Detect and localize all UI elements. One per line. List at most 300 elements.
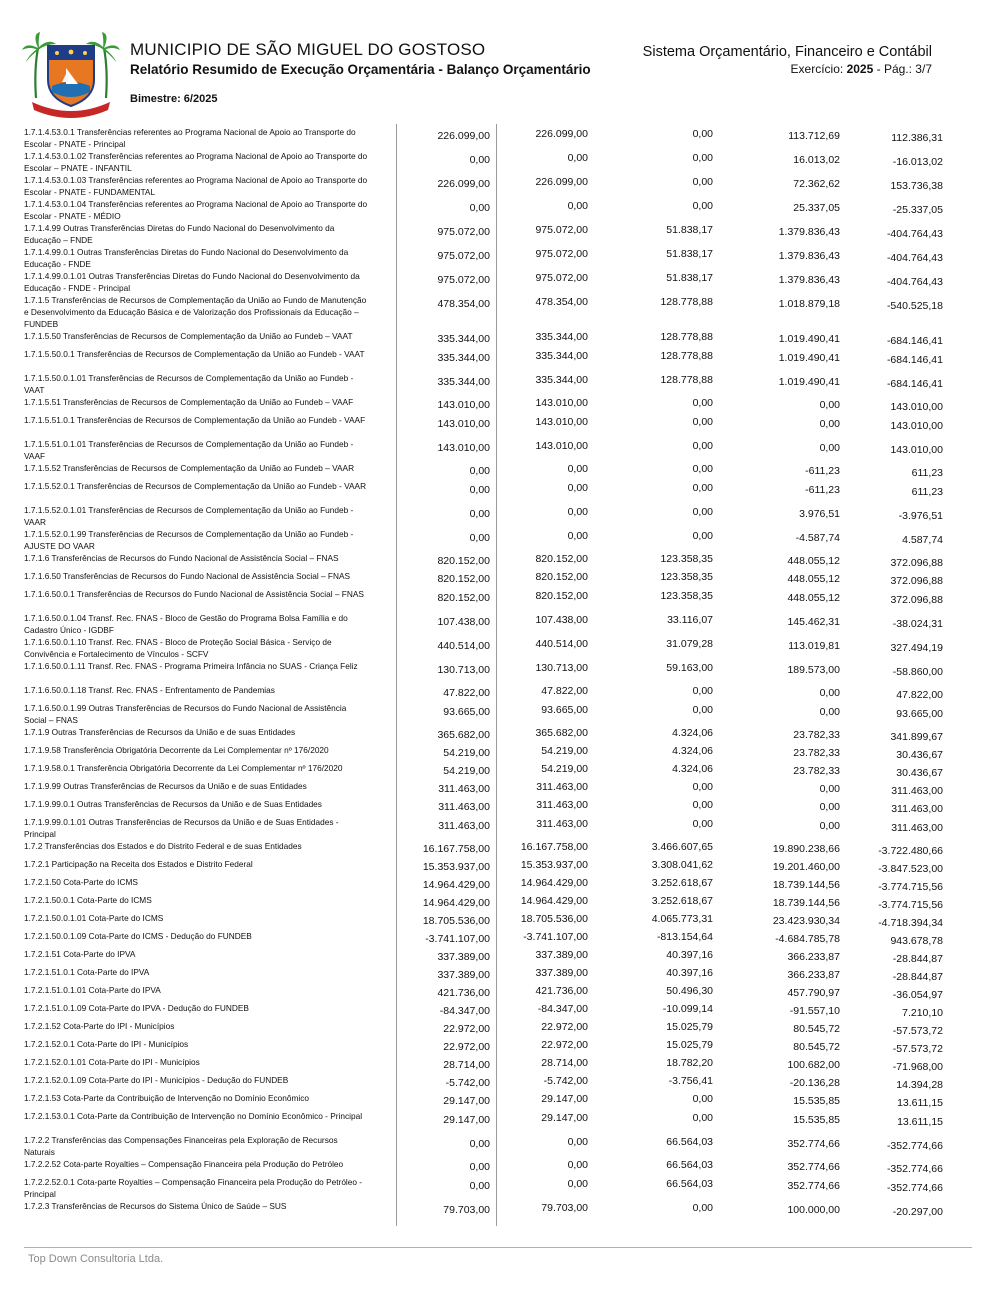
- bimester-revenue-value: 0,00: [692, 685, 713, 697]
- row-description: 1.7.2.1.50.0.1.01 Cota-Parte do ICMS: [24, 913, 164, 923]
- updated-forecast-value: 22.972,00: [541, 1039, 588, 1051]
- updated-forecast-value: 0,00: [567, 152, 588, 164]
- updated-forecast-value: 335.344,00: [535, 350, 588, 362]
- initial-forecast-value: 0,00: [469, 1161, 490, 1173]
- row-description: 1.7.1.5.52 Transferências de Recursos de Complementação da União ao Fundeb – VAAR: [24, 463, 355, 473]
- row-description: 1.7.2.1.51 Cota-Parte do IPVA: [24, 949, 136, 959]
- balance-value: -404.764,43: [886, 228, 943, 240]
- initial-forecast-value: 47.822,00: [443, 687, 490, 699]
- balance-value: 143.010,00: [890, 420, 943, 432]
- initial-forecast-value: 107.438,00: [437, 616, 490, 628]
- updated-forecast-value: 440.514,00: [535, 638, 588, 650]
- cumulative-revenue-value: 113.712,69: [788, 130, 840, 142]
- updated-forecast-value: 0,00: [567, 1159, 588, 1171]
- bimester-revenue-value: 66.564,03: [666, 1159, 713, 1171]
- table-row: [24, 796, 954, 814]
- cumulative-revenue-value: 18.739.144,56: [772, 879, 840, 891]
- row-description: 1.7.1.4.53.0.1.03 Transferências referentes ao Programa Nacional de Apoio ao Transporte do Escolar - PNATE - FUNDAMENTAL: [24, 175, 368, 197]
- updated-forecast-value: 0,00: [567, 200, 588, 212]
- balance-value: -3.847.523,00: [878, 863, 943, 875]
- table-row: [24, 370, 954, 394]
- cumulative-revenue-value: 457.790,97: [787, 987, 840, 999]
- updated-forecast-value: 54.219,00: [541, 763, 588, 775]
- row-description: 1.7.1.6 Transferências de Recursos do Fundo Nacional de Assistência Social – FNAS: [24, 553, 339, 563]
- bimester-revenue-value: 128.778,88: [660, 296, 713, 308]
- row-description: 1.7.2 Transferências dos Estados e do Distrito Federal e de suas Entidades: [24, 841, 302, 851]
- initial-forecast-value: 14.964.429,00: [422, 879, 490, 891]
- bimester-revenue-value: 3.252.618,67: [651, 895, 713, 907]
- row-description: 1.7.2.1.52.0.1.09 Cota-Parte do IPI - Municípios - Dedução do FUNDEB: [24, 1075, 289, 1085]
- cumulative-revenue-value: 18.739.144,56: [772, 897, 840, 909]
- balance-value: 372.096,88: [890, 575, 943, 587]
- cumulative-revenue-value: 145.462,31: [787, 616, 840, 628]
- initial-forecast-value: 0,00: [469, 1138, 490, 1150]
- updated-forecast-value: 226.099,00: [535, 176, 588, 188]
- table-row: [24, 634, 954, 658]
- exercise-and-page: [791, 62, 932, 76]
- balance-value: 47.822,00: [896, 689, 943, 701]
- cumulative-revenue-value: 80.545,72: [793, 1023, 840, 1035]
- cumulative-revenue-value: 1.019.490,41: [778, 352, 840, 364]
- page-indicator: - Pág.: 3/7: [876, 62, 932, 76]
- initial-forecast-value: 335.344,00: [437, 376, 490, 388]
- bimester-revenue-value: 0,00: [692, 1202, 713, 1214]
- table-row: [24, 1198, 954, 1226]
- initial-forecast-value: 335.344,00: [437, 352, 490, 364]
- bimester-revenue-value: 4.324,06: [672, 727, 713, 739]
- row-description: 1.7.1.6.50.0.1.11 Transf. Rec. FNAS - Programa Primeira Infância no SUAS - Criança Feliz: [24, 661, 358, 671]
- bimester-revenue-value: 0,00: [692, 482, 713, 494]
- initial-forecast-value: 311.463,00: [438, 783, 490, 795]
- bimester-revenue-value: 33.116,07: [667, 614, 713, 626]
- bimester-revenue-value: 128.778,88: [660, 331, 713, 343]
- updated-forecast-value: 0,00: [567, 482, 588, 494]
- bimester-revenue-value: 50.496,30: [666, 985, 713, 997]
- bimester-revenue-value: 0,00: [692, 1093, 713, 1105]
- bimester-revenue-value: -3.756,41: [668, 1075, 713, 1087]
- initial-forecast-value: 820.152,00: [437, 555, 490, 567]
- table-row: [24, 700, 954, 724]
- balance-value: 943.678,78: [890, 935, 943, 947]
- table-row: [24, 874, 954, 892]
- row-description: 1.7.2.1.52 Cota-Parte do IPI - Municípios: [24, 1021, 175, 1031]
- updated-forecast-value: 14.964.429,00: [520, 877, 588, 889]
- updated-forecast-value: 29.147,00: [541, 1112, 588, 1124]
- updated-forecast-value: 47.822,00: [541, 685, 588, 697]
- balance-value: -38.024,31: [892, 618, 943, 630]
- table-row: [24, 778, 954, 796]
- balance-value: 14.394,28: [896, 1079, 943, 1091]
- bimester-revenue-value: 51.838,17: [666, 248, 713, 260]
- table-row: [24, 412, 954, 436]
- row-description: 1.7.1.5.52.0.1.01 Transferências de Recursos de Complementação da União ao Fundeb - VAAR: [24, 505, 354, 527]
- row-description: 1.7.2.2 Transferências das Compensações Financeiras pela Exploração de Recursos Naturais: [24, 1135, 338, 1157]
- table-row: [24, 742, 954, 760]
- system-name: Sistema Orçamentário, Financeiro e Contábil: [642, 44, 932, 60]
- initial-forecast-value: 29.147,00: [443, 1095, 490, 1107]
- bimester-revenue-value: -10.099,14: [662, 1003, 713, 1015]
- row-description: 1.7.1.6.50.0.1.04 Transf. Rec. FNAS - Bloco de Gestão do Programa Bolsa Família e do Cadastro Único - IGDBF: [24, 613, 348, 635]
- cumulative-revenue-value: 16.013,02: [793, 154, 840, 166]
- table-row: [24, 1156, 954, 1174]
- row-description: 1.7.1.6.50.0.1.18 Transf. Rec. FNAS - Enfrentamento de Pandemias: [24, 685, 275, 695]
- cumulative-revenue-value: 0,00: [819, 783, 840, 795]
- bimester-revenue-value: 123.358,35: [660, 553, 713, 565]
- balance-value: 13.611,15: [897, 1097, 943, 1109]
- balance-value: 30.436,67: [896, 767, 943, 779]
- row-description: 1.7.1.9.58 Transferência Obrigatória Decorrente da Lei Complementar nº 176/2020: [24, 745, 329, 755]
- table-row: [24, 436, 954, 460]
- cumulative-revenue-value: 1.379.836,43: [778, 250, 840, 262]
- cumulative-revenue-value: 0,00: [819, 687, 840, 699]
- initial-forecast-value: 335.344,00: [437, 333, 490, 345]
- initial-forecast-value: 22.972,00: [443, 1023, 490, 1035]
- bimester-revenue-value: 4.324,06: [672, 763, 713, 775]
- updated-forecast-value: 820.152,00: [535, 553, 588, 565]
- bimester-revenue-value: -813.154,64: [656, 931, 713, 943]
- updated-forecast-value: 130.713,00: [535, 662, 588, 674]
- cumulative-revenue-value: 0,00: [819, 399, 840, 411]
- bimester-revenue-value: 0,00: [692, 152, 713, 164]
- table-row: [24, 292, 954, 328]
- cumulative-revenue-value: 80.545,72: [793, 1041, 840, 1053]
- row-description: 1.7.2.1.53.0.1 Cota-Parte da Contribuição de Intervenção no Domínio Econômico - Principal: [24, 1111, 363, 1121]
- balance-value: 611,23: [911, 486, 943, 498]
- updated-forecast-value: 54.219,00: [541, 745, 588, 757]
- table-row: [24, 244, 954, 268]
- row-description: 1.7.1.9.99.0.1.01 Outras Transferências de Recursos da União e de Suas Entidades - Principal: [24, 817, 339, 839]
- updated-forecast-value: 0,00: [567, 1136, 588, 1148]
- bimester-revenue-value: 0,00: [692, 506, 713, 518]
- row-description: 1.7.1.6.50.0.1.99 Outras Transferências de Recursos do Fundo Nacional de Assistência Social – FNAS: [24, 703, 347, 725]
- bimester-revenue-value: 18.782,20: [666, 1057, 713, 1069]
- table-row: [24, 148, 954, 172]
- bimester-revenue-value: 0,00: [692, 176, 713, 188]
- row-description: 1.7.1.4.53.0.1 Transferências referentes ao Programa Nacional de Apoio ao Transporte do Escolar - PNATE - Principal: [24, 127, 356, 149]
- bimester-revenue-value: 0,00: [692, 128, 713, 140]
- initial-forecast-value: 0,00: [469, 202, 490, 214]
- updated-forecast-value: 820.152,00: [535, 571, 588, 583]
- cumulative-revenue-value: 1.379.836,43: [778, 274, 840, 286]
- initial-forecast-value: 14.964.429,00: [422, 897, 490, 909]
- budget-table: [24, 124, 954, 1226]
- row-description: 1.7.2.1.50.0.1 Cota-Parte do ICMS: [24, 895, 152, 905]
- table-row: [24, 196, 954, 220]
- row-description: 1.7.2.1.51.0.1.01 Cota-Parte do IPVA: [24, 985, 161, 995]
- row-description: 1.7.1.5.50.0.1.01 Transferências de Recursos de Complementação da União ao Fundeb - VAAT: [24, 373, 354, 395]
- balance-value: 93.665,00: [896, 708, 943, 720]
- balance-value: -4.718.394,34: [878, 917, 943, 929]
- initial-forecast-value: 365.682,00: [437, 729, 490, 741]
- footer-company: Top Down Consultoria Ltda.: [28, 1253, 164, 1265]
- table-row: [24, 268, 954, 292]
- cumulative-revenue-value: 0,00: [819, 820, 840, 832]
- balance-value: -352.774,66: [886, 1140, 943, 1152]
- updated-forecast-value: 311.463,00: [536, 781, 588, 793]
- row-description: 1.7.1.5.52.0.1 Transferências de Recursos de Complementação da União ao Fundeb - VAAR: [24, 481, 367, 491]
- initial-forecast-value: 337.389,00: [437, 969, 490, 981]
- cumulative-revenue-value: -611,23: [805, 484, 840, 496]
- table-row: [24, 682, 954, 700]
- cumulative-revenue-value: 113.019,81: [788, 640, 840, 652]
- table-row: [24, 1018, 954, 1036]
- balance-value: -28.844,87: [892, 953, 943, 965]
- initial-forecast-value: 440.514,00: [437, 640, 490, 652]
- balance-value: 372.096,88: [890, 594, 943, 606]
- bimester-revenue-value: 0,00: [692, 781, 713, 793]
- updated-forecast-value: 0,00: [567, 1178, 588, 1190]
- cumulative-revenue-value: 352.774,66: [787, 1180, 840, 1192]
- initial-forecast-value: 226.099,00: [437, 130, 490, 142]
- bimester-revenue-value: 3.252.618,67: [651, 877, 713, 889]
- cumulative-revenue-value: -611,23: [805, 465, 840, 477]
- cumulative-revenue-value: 366.233,87: [787, 951, 840, 963]
- balance-value: -25.337,05: [892, 204, 943, 216]
- row-description: 1.7.2.1.53 Cota-Parte da Contribuição de Intervenção no Domínio Econômico: [24, 1093, 310, 1103]
- bimester-revenue-value: 40.397,16: [666, 967, 713, 979]
- cumulative-revenue-value: 3.976,51: [799, 508, 840, 520]
- balance-value: 311.463,00: [891, 822, 943, 834]
- balance-value: -3.774.715,56: [878, 881, 943, 893]
- updated-forecast-value: 337.389,00: [535, 967, 588, 979]
- table-row: [24, 724, 954, 742]
- balance-value: -540.525,18: [886, 300, 943, 312]
- table-row: [24, 328, 954, 346]
- row-description: 1.7.1.4.53.0.1.04 Transferências referentes ao Programa Nacional de Apoio ao Transporte do Escolar - PNATE - MÉDIO: [24, 199, 368, 221]
- cumulative-revenue-value: 1.019.490,41: [778, 333, 840, 345]
- initial-forecast-value: 143.010,00: [437, 418, 490, 430]
- initial-forecast-value: -5.742,00: [445, 1077, 490, 1089]
- row-description: 1.7.1.5.52.0.1.99 Transferências de Recursos de Complementação da União ao Fundeb - AJUSTE DO VAAR: [24, 529, 354, 551]
- cumulative-revenue-value: -4.587,74: [795, 532, 840, 544]
- initial-forecast-value: 16.167.758,00: [422, 843, 490, 855]
- bimester-revenue-value: 0,00: [692, 704, 713, 716]
- report-title: Relatório Resumido de Execução Orçamentária - Balanço Orçamentário: [130, 62, 591, 77]
- cumulative-revenue-value: 100.682,00: [787, 1059, 840, 1071]
- balance-value: 311.463,00: [891, 803, 943, 815]
- table-row: [24, 478, 954, 502]
- initial-forecast-value: 820.152,00: [437, 573, 490, 585]
- updated-forecast-value: -5.742,00: [543, 1075, 588, 1087]
- row-description: 1.7.1.4.53.0.1.02 Transferências referentes ao Programa Nacional de Apoio ao Transporte do Escolar – PNATE - INFANTIL: [24, 151, 368, 173]
- bimester-revenue-value: 4.324,06: [672, 745, 713, 757]
- cumulative-revenue-value: 23.423.930,34: [772, 915, 840, 927]
- initial-forecast-value: 0,00: [469, 465, 490, 477]
- cumulative-revenue-value: 0,00: [819, 442, 840, 454]
- table-row: [24, 946, 954, 964]
- updated-forecast-value: 93.665,00: [541, 704, 588, 716]
- table-row: [24, 172, 954, 196]
- cumulative-revenue-value: 0,00: [819, 706, 840, 718]
- row-description: 1.7.1.5.51.0.1 Transferências de Recursos de Complementação da União ao Fundeb - VAAF: [24, 415, 366, 425]
- initial-forecast-value: 22.972,00: [443, 1041, 490, 1053]
- initial-forecast-value: 18.705.536,00: [422, 915, 490, 927]
- row-description: 1.7.1.9 Outras Transferências de Recursos da União e de suas Entidades: [24, 727, 296, 737]
- balance-value: -36.054,97: [892, 989, 943, 1001]
- bimester-revenue-value: 123.358,35: [660, 590, 713, 602]
- bimester-revenue-value: 0,00: [692, 463, 713, 475]
- initial-forecast-value: 975.072,00: [437, 274, 490, 286]
- balance-value: -57.573,72: [892, 1043, 943, 1055]
- balance-value: 143.010,00: [890, 401, 943, 413]
- cumulative-revenue-value: 366.233,87: [787, 969, 840, 981]
- initial-forecast-value: 143.010,00: [437, 442, 490, 454]
- row-description: 1.7.2.1.50.0.1.09 Cota-Parte do ICMS - Dedução do FUNDEB: [24, 931, 252, 941]
- table-row: [24, 1090, 954, 1108]
- row-description: 1.7.1.4.99.0.1 Outras Transferências Diretas do Fundo Nacional do Desenvolvimento da Educação - FNDE: [24, 247, 349, 269]
- row-description: 1.7.1.5 Transferências de Recursos de Complementação da União ao Fundo de Manutenção e Desenvolvimento da Educação Básica e de Valorização dos Profissionais da Educação – FUNDEB: [24, 295, 367, 329]
- bimester-revenue-value: 59.163,00: [666, 662, 713, 674]
- updated-forecast-value: 337.389,00: [535, 949, 588, 961]
- initial-forecast-value: 93.665,00: [443, 706, 490, 718]
- table-row: [24, 892, 954, 910]
- initial-forecast-value: 143.010,00: [437, 399, 490, 411]
- initial-forecast-value: -3.741.107,00: [425, 933, 490, 945]
- table-row: [24, 610, 954, 634]
- balance-value: 4.587,74: [902, 534, 943, 546]
- bimester-revenue-value: 66.564,03: [666, 1136, 713, 1148]
- row-description: 1.7.1.9.99.0.1 Outras Transferências de Recursos da União e de Suas Entidades: [24, 799, 322, 809]
- initial-forecast-value: 79.703,00: [443, 1204, 490, 1216]
- balance-value: 7.210,10: [902, 1007, 943, 1019]
- balance-value: -684.146,41: [886, 354, 943, 366]
- initial-forecast-value: 0,00: [469, 508, 490, 520]
- table-row: [24, 568, 954, 586]
- initial-forecast-value: 29.147,00: [443, 1114, 490, 1126]
- row-description: 1.7.1.5.50.0.1 Transferências de Recursos de Complementação da União ao Fundeb - VAAT: [24, 349, 365, 359]
- balance-value: -3.774.715,56: [878, 899, 943, 911]
- bimester-revenue-value: 3.466.607,65: [651, 841, 713, 853]
- balance-value: -684.146,41: [886, 335, 943, 347]
- table-row: [24, 760, 954, 778]
- bimester-revenue-value: 15.025,79: [666, 1021, 713, 1033]
- balance-value: -684.146,41: [886, 378, 943, 390]
- row-description: 1.7.2.1.52.0.1.01 Cota-Parte do IPI - Municípios: [24, 1057, 200, 1067]
- cumulative-revenue-value: 448.055,12: [787, 592, 840, 604]
- cumulative-revenue-value: 25.337,05: [793, 202, 840, 214]
- updated-forecast-value: 0,00: [567, 506, 588, 518]
- cumulative-revenue-value: -20.136,28: [789, 1077, 840, 1089]
- cumulative-revenue-value: -4.684.785,78: [775, 933, 840, 945]
- balance-value: 611,23: [911, 467, 943, 479]
- table-row: [24, 856, 954, 874]
- updated-forecast-value: 14.964.429,00: [520, 895, 588, 907]
- updated-forecast-value: 79.703,00: [541, 1202, 588, 1214]
- initial-forecast-value: 478.354,00: [437, 298, 490, 310]
- balance-value: -3.976,51: [898, 510, 943, 522]
- initial-forecast-value: 54.219,00: [443, 747, 490, 759]
- table-row: [24, 1054, 954, 1072]
- cumulative-revenue-value: 19.201.460,00: [772, 861, 840, 873]
- initial-forecast-value: 337.389,00: [437, 951, 490, 963]
- updated-forecast-value: 143.010,00: [535, 397, 588, 409]
- updated-forecast-value: 478.354,00: [535, 296, 588, 308]
- cumulative-revenue-value: 23.782,33: [793, 747, 840, 759]
- table-row: [24, 1108, 954, 1132]
- balance-value: -352.774,66: [886, 1163, 943, 1175]
- balance-value: 13.611,15: [897, 1116, 943, 1128]
- balance-value: -16.013,02: [892, 156, 943, 168]
- balance-value: 327.494,19: [890, 642, 943, 654]
- bimester-revenue-value: 123.358,35: [660, 571, 713, 583]
- cumulative-revenue-value: 352.774,66: [787, 1138, 840, 1150]
- initial-forecast-value: 226.099,00: [437, 178, 490, 190]
- table-row: [24, 550, 954, 568]
- updated-forecast-value: 421.736,00: [535, 985, 588, 997]
- initial-forecast-value: 0,00: [469, 484, 490, 496]
- bimester-revenue-value: 40.397,16: [666, 949, 713, 961]
- bimester-revenue-value: 4.065.773,31: [651, 913, 713, 925]
- balance-value: -404.764,43: [886, 252, 943, 264]
- initial-forecast-value: 0,00: [469, 532, 490, 544]
- updated-forecast-value: -84.347,00: [537, 1003, 588, 1015]
- table-row: [24, 124, 954, 148]
- bimester-revenue-value: 0,00: [692, 818, 713, 830]
- row-description: 1.7.2.1.50 Cota-Parte do ICMS: [24, 877, 138, 887]
- cumulative-revenue-value: 23.782,33: [793, 765, 840, 777]
- table-row: [24, 1132, 954, 1156]
- bimester-revenue-value: 0,00: [692, 200, 713, 212]
- updated-forecast-value: 15.353.937,00: [520, 859, 588, 871]
- initial-forecast-value: 421.736,00: [437, 987, 490, 999]
- updated-forecast-value: 18.705.536,00: [520, 913, 588, 925]
- bimester-revenue-value: 128.778,88: [660, 374, 713, 386]
- bimester-revenue-value: 66.564,03: [666, 1178, 713, 1190]
- row-description: 1.7.1.4.99.0.1.01 Outras Transferências Diretas do Fundo Nacional do Desenvolvimento da Educação - FNDE - Principal: [24, 271, 360, 293]
- table-row: [24, 928, 954, 946]
- table-row: [24, 346, 954, 370]
- bimester-revenue-value: 0,00: [692, 530, 713, 542]
- updated-forecast-value: 107.438,00: [535, 614, 588, 626]
- bimester-revenue-value: 31.079,28: [666, 638, 713, 650]
- cumulative-revenue-value: 1.379.836,43: [778, 226, 840, 238]
- cumulative-revenue-value: 1.019.490,41: [778, 376, 840, 388]
- cumulative-revenue-value: 15.535,85: [793, 1095, 840, 1107]
- initial-forecast-value: 311.463,00: [438, 820, 490, 832]
- updated-forecast-value: 28.714,00: [541, 1057, 588, 1069]
- row-description: 1.7.1.4.99 Outras Transferências Diretas do Fundo Nacional do Desenvolvimento da Educação – FNDE: [24, 223, 335, 245]
- balance-value: -20.297,00: [892, 1206, 943, 1218]
- initial-forecast-value: 975.072,00: [437, 250, 490, 262]
- updated-forecast-value: 143.010,00: [535, 416, 588, 428]
- updated-forecast-value: 22.972,00: [541, 1021, 588, 1033]
- cumulative-revenue-value: 0,00: [819, 418, 840, 430]
- updated-forecast-value: 311.463,00: [536, 799, 588, 811]
- updated-forecast-value: 226.099,00: [535, 128, 588, 140]
- bimester-revenue-value: 128.778,88: [660, 350, 713, 362]
- updated-forecast-value: 335.344,00: [535, 374, 588, 386]
- bimester-revenue-value: 3.308.041,62: [651, 859, 713, 871]
- row-description: 1.7.1.6.50.0.1 Transferências de Recursos do Fundo Nacional de Assistência Social – FNAS: [24, 589, 364, 599]
- cumulative-revenue-value: 448.055,12: [787, 555, 840, 567]
- initial-forecast-value: 975.072,00: [437, 226, 490, 238]
- bimester-revenue-value: 0,00: [692, 1112, 713, 1124]
- table-row: [24, 460, 954, 478]
- cumulative-revenue-value: 72.362,62: [793, 178, 840, 190]
- table-row: [24, 1072, 954, 1090]
- table-row: [24, 1000, 954, 1018]
- initial-forecast-value: 311.463,00: [438, 801, 490, 813]
- row-description: 1.7.2.3 Transferências de Recursos do Sistema Único de Saúde – SUS: [24, 1201, 287, 1211]
- initial-forecast-value: 130.713,00: [437, 664, 490, 676]
- table-row: [24, 814, 954, 838]
- balance-value: 112.386,31: [891, 132, 943, 144]
- table-row: [24, 658, 954, 682]
- table-row: [24, 982, 954, 1000]
- bimestre-label: Bimestre: 6/2025: [130, 93, 218, 105]
- table-row: [24, 526, 954, 550]
- updated-forecast-value: 0,00: [567, 530, 588, 542]
